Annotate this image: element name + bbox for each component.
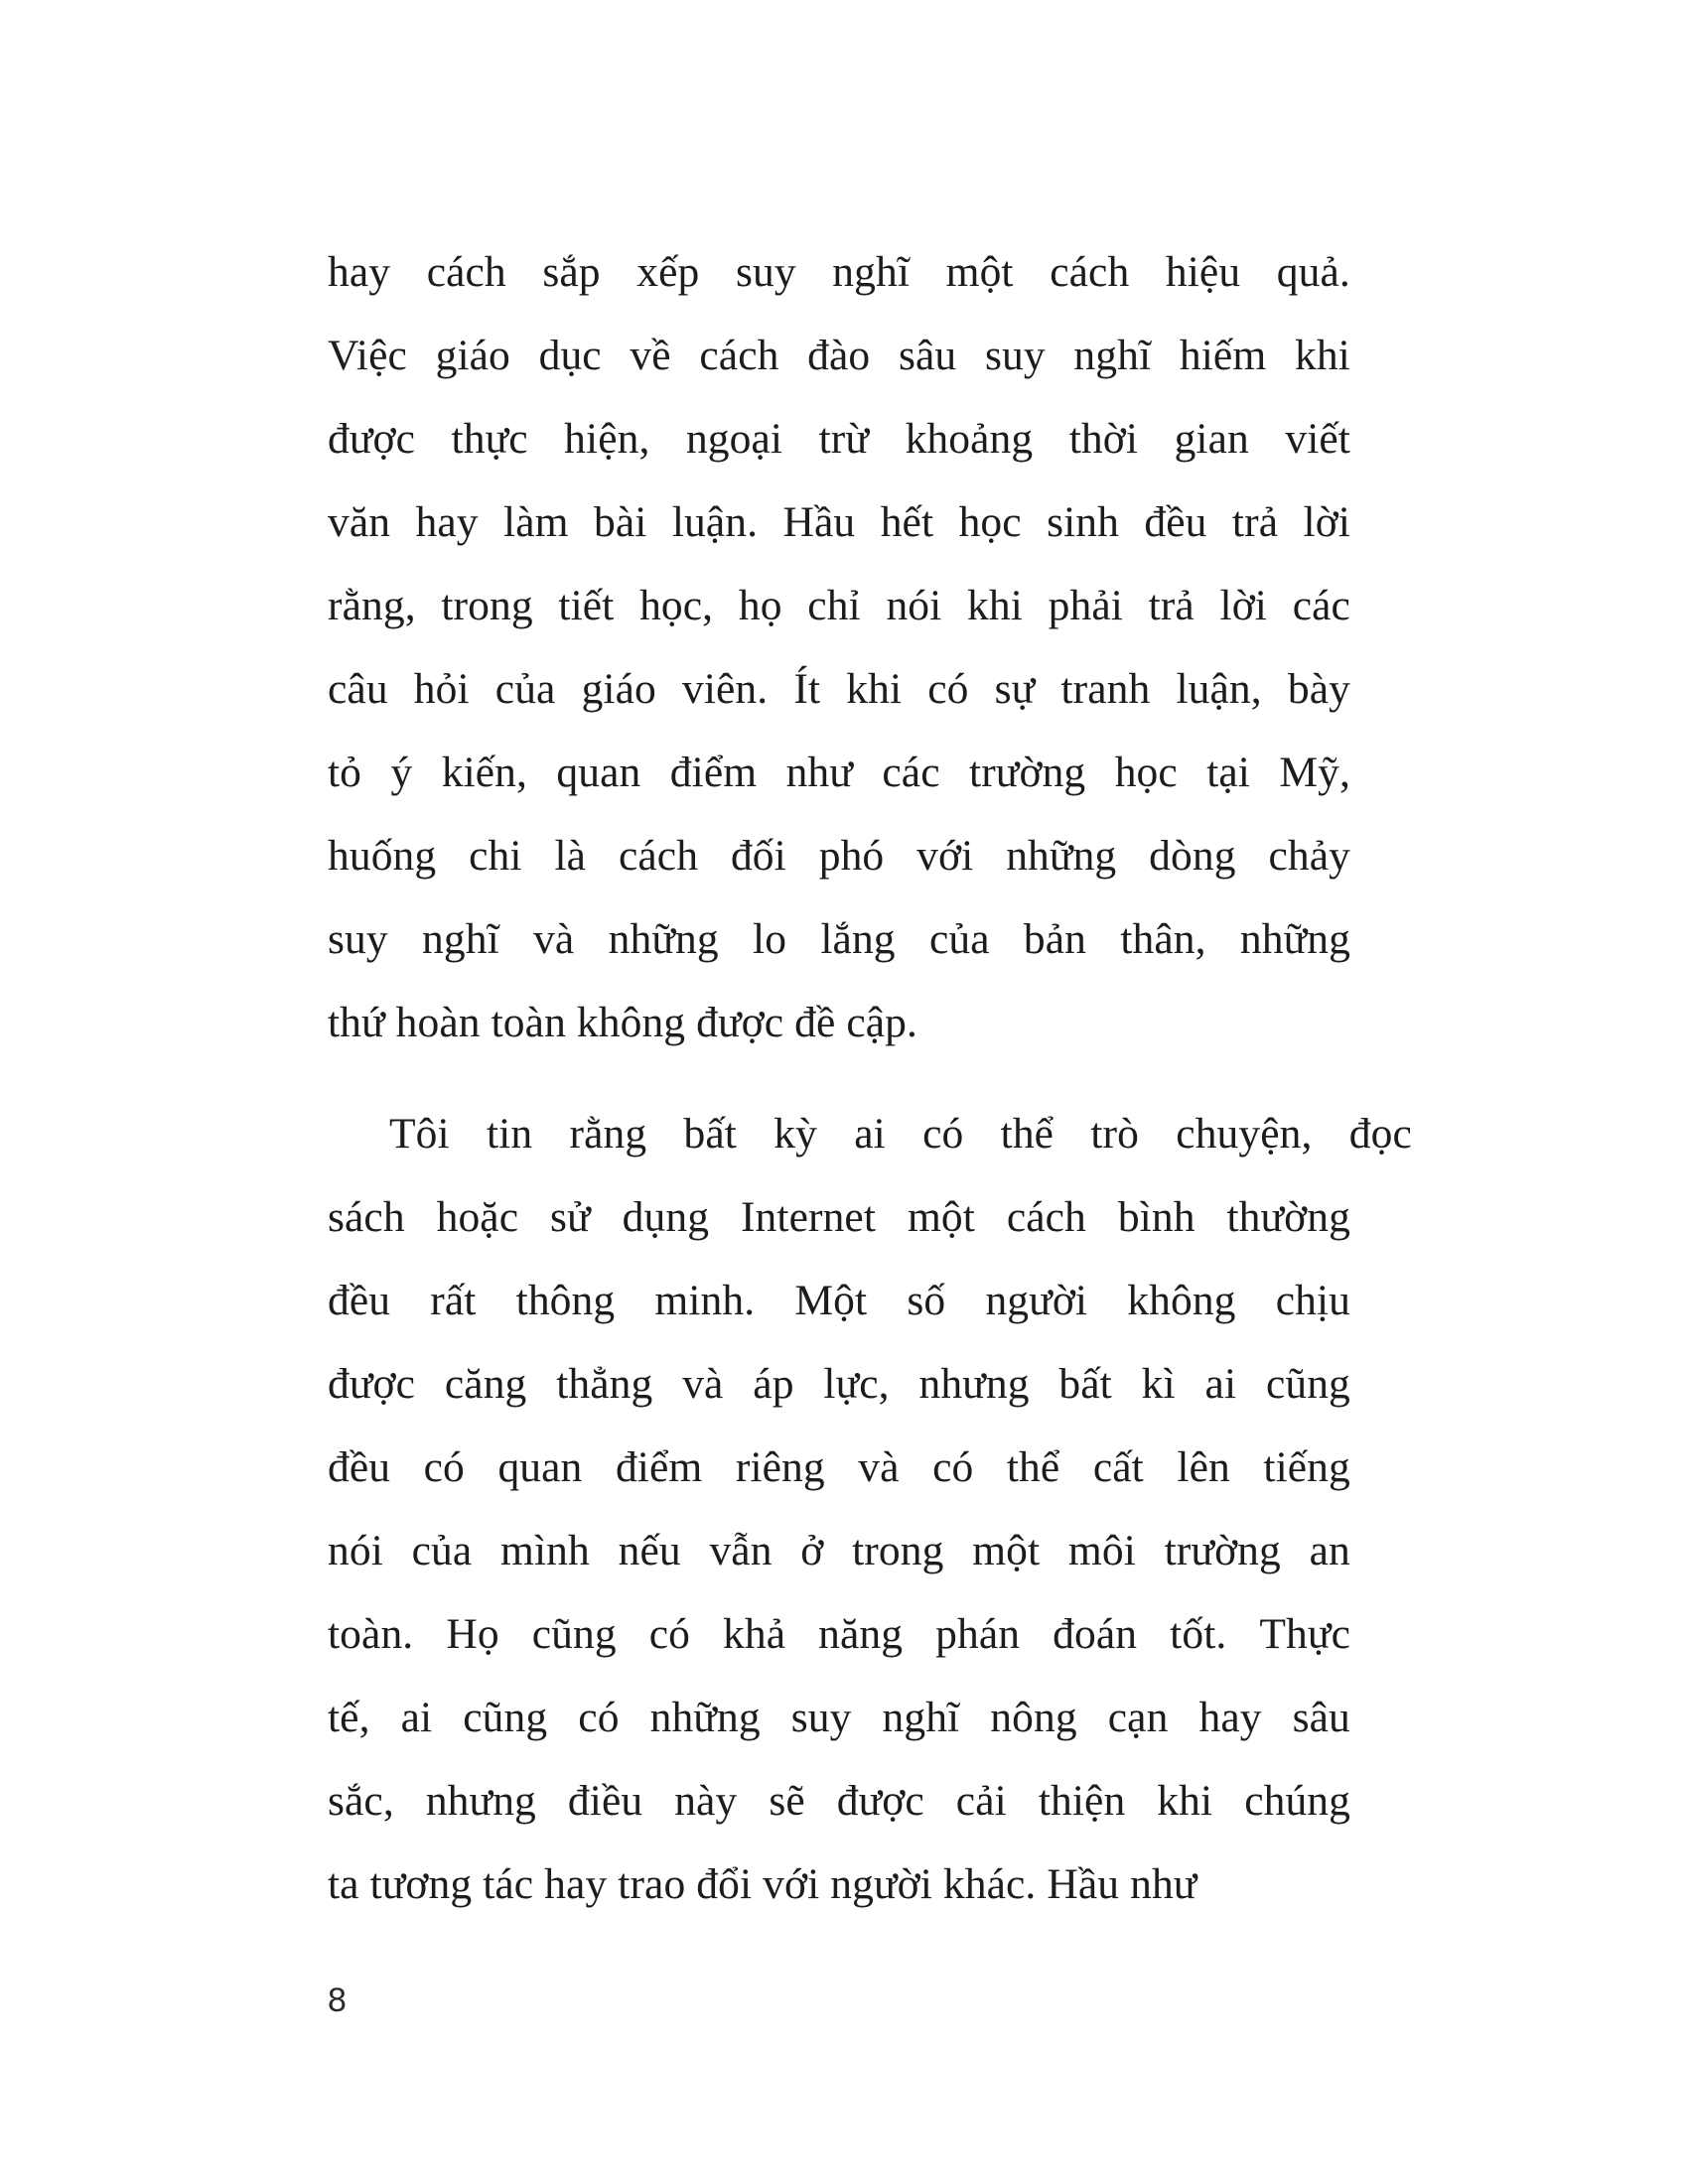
word: nghĩ [1073, 332, 1152, 379]
word: dụng [622, 1193, 710, 1241]
word: tốt. [1170, 1610, 1227, 1658]
word: minh. [654, 1277, 756, 1324]
word: đọc [1348, 1110, 1412, 1158]
word: tỏ [328, 749, 362, 796]
word: suy [790, 1694, 852, 1741]
word: khả [723, 1610, 786, 1658]
word: nghĩ [422, 915, 499, 963]
word: được [328, 1360, 416, 1408]
word: lên [1177, 1443, 1230, 1491]
word: viên. [681, 665, 769, 713]
word: là [554, 832, 587, 880]
word: ai [400, 1694, 433, 1741]
word: an [1309, 1527, 1350, 1574]
word: học [958, 498, 1022, 546]
word: kiến, [441, 749, 527, 796]
word: cũng [531, 1610, 617, 1658]
word: không [1127, 1277, 1236, 1324]
word: tiết [558, 582, 615, 629]
word: sắc, [328, 1777, 394, 1825]
word: thẳng [556, 1360, 653, 1408]
word: với [916, 832, 974, 880]
word: phải [1048, 582, 1123, 629]
word: một [972, 1527, 1041, 1574]
word: học, [639, 582, 714, 629]
word: trả [1148, 582, 1195, 629]
word: trong [852, 1527, 944, 1574]
word: khi [846, 665, 903, 713]
text-line [328, 647, 1350, 731]
word: thời [1068, 415, 1139, 463]
text-line [328, 314, 1350, 397]
word: hay [1198, 1694, 1262, 1741]
word: hiện, [564, 415, 650, 463]
word: chi [469, 832, 522, 880]
word: Một [794, 1277, 868, 1324]
word: nói [886, 582, 942, 629]
word: cách [699, 332, 779, 379]
word: có [932, 1443, 974, 1491]
word: trò [1090, 1110, 1139, 1158]
word: cất [1092, 1443, 1144, 1491]
word: khi [967, 582, 1023, 629]
text-line: ta tương tác hay trao đổi với người khác. Hầu như [328, 1860, 1197, 1908]
word: phó [818, 832, 885, 880]
word: nhưng [425, 1777, 536, 1825]
word: điều [567, 1777, 643, 1825]
word: các [1292, 582, 1350, 629]
word: đoán [1053, 1610, 1138, 1658]
paragraph-continued [328, 230, 1350, 1064]
word: Việc [328, 332, 407, 379]
word: và [858, 1443, 900, 1491]
text-line [328, 731, 1350, 814]
word: được [328, 415, 416, 463]
word: những [608, 915, 719, 963]
word: cạn [1107, 1694, 1169, 1741]
word: rằng, [328, 582, 416, 629]
word: một [945, 248, 1014, 296]
word: bày [1287, 665, 1350, 713]
word: lời [1219, 582, 1267, 629]
word: của [411, 1527, 473, 1574]
word: tranh [1060, 665, 1151, 713]
word: môi [1067, 1527, 1136, 1574]
word: và [533, 915, 575, 963]
word: chỉ [807, 582, 861, 629]
word: kỳ [774, 1110, 817, 1158]
word: suy [328, 915, 388, 963]
word: phán [935, 1610, 1021, 1658]
text-line [328, 1342, 1350, 1426]
word: gian [1174, 415, 1249, 463]
word: rất [430, 1277, 477, 1324]
word: những [1239, 915, 1350, 963]
word: nghĩ [882, 1694, 960, 1741]
word: quả. [1276, 248, 1350, 296]
word: cách [618, 832, 699, 880]
word: sâu [898, 332, 957, 379]
word: trường [969, 749, 1086, 796]
word: của [494, 665, 556, 713]
word: luận. [671, 498, 759, 546]
word: hoặc [436, 1193, 519, 1241]
word: quan [497, 1443, 583, 1491]
word: những [649, 1694, 761, 1741]
word: có [648, 1610, 690, 1658]
word: lắng [820, 915, 896, 963]
word: lời [1303, 498, 1350, 546]
word: sự [994, 665, 1036, 713]
text-column [328, 230, 1412, 1926]
word: bản [1023, 915, 1087, 963]
word: điểm [615, 1443, 703, 1491]
word: những [1006, 832, 1117, 880]
word: nghĩ [832, 248, 911, 296]
word: mình [500, 1527, 590, 1574]
word: và [682, 1360, 724, 1408]
word: tại [1206, 749, 1250, 796]
word: ý [390, 749, 413, 796]
word: cũng [1265, 1360, 1350, 1408]
word: sâu [1292, 1694, 1350, 1741]
text-line [328, 1592, 1350, 1676]
word: chúng [1244, 1777, 1350, 1825]
word: căng [444, 1360, 527, 1408]
word: làm [503, 498, 569, 546]
word: cải [955, 1777, 1007, 1825]
word: tiếng [1263, 1443, 1350, 1491]
text-line: thứ hoàn toàn không được đề cập. [328, 999, 917, 1046]
word: sinh [1047, 498, 1119, 546]
word: điểm [669, 749, 758, 796]
word: được [836, 1777, 924, 1825]
word: thể [1006, 1443, 1060, 1491]
word: cách [1006, 1193, 1086, 1241]
word: cách [1050, 248, 1130, 296]
word: khi [1294, 332, 1350, 379]
text-line [328, 480, 1350, 564]
word: cách [426, 248, 506, 296]
text-line [328, 397, 1350, 480]
word: họ [738, 582, 782, 629]
word: vẫn [709, 1527, 773, 1574]
word: luận, [1176, 665, 1262, 713]
word: số [907, 1277, 946, 1324]
word: chịu [1275, 1277, 1350, 1324]
word: đều [328, 1277, 391, 1324]
text-line [328, 564, 1350, 647]
word: như [785, 749, 853, 796]
word: thường [1226, 1193, 1350, 1241]
word: chuyện, [1176, 1110, 1313, 1158]
word: kì [1141, 1360, 1176, 1408]
word: giáo [581, 665, 656, 713]
word: ai [854, 1110, 886, 1158]
word: Hầu [782, 498, 856, 546]
word: bất [1058, 1360, 1112, 1408]
word: giáo [435, 332, 510, 379]
word: suy [735, 248, 796, 296]
word: áp [753, 1360, 794, 1408]
word: nói [328, 1527, 383, 1574]
word: tế, [328, 1694, 370, 1741]
word: dòng [1149, 832, 1236, 880]
word: nếu [618, 1527, 681, 1574]
word: của [928, 915, 990, 963]
word: Ít [793, 665, 821, 713]
word: ở [800, 1527, 824, 1574]
text-line [328, 1259, 1350, 1342]
word: trường [1164, 1527, 1281, 1574]
word: đối [730, 832, 786, 880]
word: hay [415, 498, 479, 546]
word: sẽ [769, 1777, 805, 1825]
word: khi [1157, 1777, 1213, 1825]
word: đều [328, 1443, 391, 1491]
word: Mỹ, [1279, 749, 1350, 796]
word: ngoại [685, 415, 783, 463]
word: thực [451, 415, 528, 463]
word: bất [683, 1110, 737, 1158]
word: cũng [463, 1694, 548, 1741]
word: hỏi [413, 665, 470, 713]
word: người [985, 1277, 1088, 1324]
word: hết [880, 498, 934, 546]
word: quan [556, 749, 641, 796]
word: xếp [636, 248, 700, 296]
word: câu [328, 665, 388, 713]
word: thân, [1120, 915, 1206, 963]
word: học [1114, 749, 1178, 796]
word: các [882, 749, 940, 796]
word: dục [538, 332, 602, 379]
text-line [328, 230, 1350, 314]
word: về [630, 332, 671, 379]
text-line [328, 1175, 1350, 1259]
paragraph-new [328, 1092, 1412, 1926]
word: có [927, 665, 969, 713]
word: hiếm [1179, 332, 1267, 379]
word: trừ [818, 415, 870, 463]
page-number: 8 [328, 1981, 347, 2019]
word: riêng [735, 1443, 825, 1491]
word: toàn. [328, 1610, 414, 1658]
word: ai [1204, 1360, 1237, 1408]
word: sử [550, 1193, 591, 1241]
word: nhưng [918, 1360, 1030, 1408]
word: thông [515, 1277, 616, 1324]
word: tin [487, 1110, 533, 1158]
text-line [328, 897, 1350, 981]
word: thể [1000, 1110, 1055, 1158]
word: có [922, 1110, 964, 1158]
word: huống [328, 832, 437, 880]
word: trong [441, 582, 533, 629]
word: lực, [823, 1360, 890, 1408]
word: có [578, 1694, 620, 1741]
word: trả [1231, 498, 1279, 546]
word: suy [984, 332, 1046, 379]
word: khoảng [905, 415, 1034, 463]
word: thiện [1038, 1777, 1126, 1825]
word: nông [990, 1694, 1077, 1741]
word: bình [1117, 1193, 1196, 1241]
word: Họ [446, 1610, 499, 1658]
word: lo [753, 915, 787, 963]
word: chảy [1268, 832, 1350, 880]
word: một [907, 1193, 975, 1241]
word: rằng [569, 1110, 647, 1158]
word: có [423, 1443, 465, 1491]
text-line [328, 1509, 1350, 1592]
text-line [328, 814, 1350, 897]
word: bài [593, 498, 647, 546]
word: năng [818, 1610, 904, 1658]
text-line [328, 1759, 1350, 1843]
word: viết [1285, 415, 1350, 463]
word: Thực [1259, 1610, 1350, 1658]
word: sách [328, 1193, 405, 1241]
word: đào [807, 332, 871, 379]
text-line [328, 1092, 1412, 1175]
word: hay [328, 248, 391, 296]
word: văn [328, 498, 391, 546]
word: này [674, 1777, 738, 1825]
text-line [328, 1426, 1350, 1509]
word: Internet [740, 1193, 877, 1241]
word: sắp [542, 248, 601, 296]
word: đều [1144, 498, 1207, 546]
word: hiệu [1165, 248, 1241, 296]
text-line [328, 1676, 1350, 1759]
word: Tôi [389, 1110, 450, 1158]
